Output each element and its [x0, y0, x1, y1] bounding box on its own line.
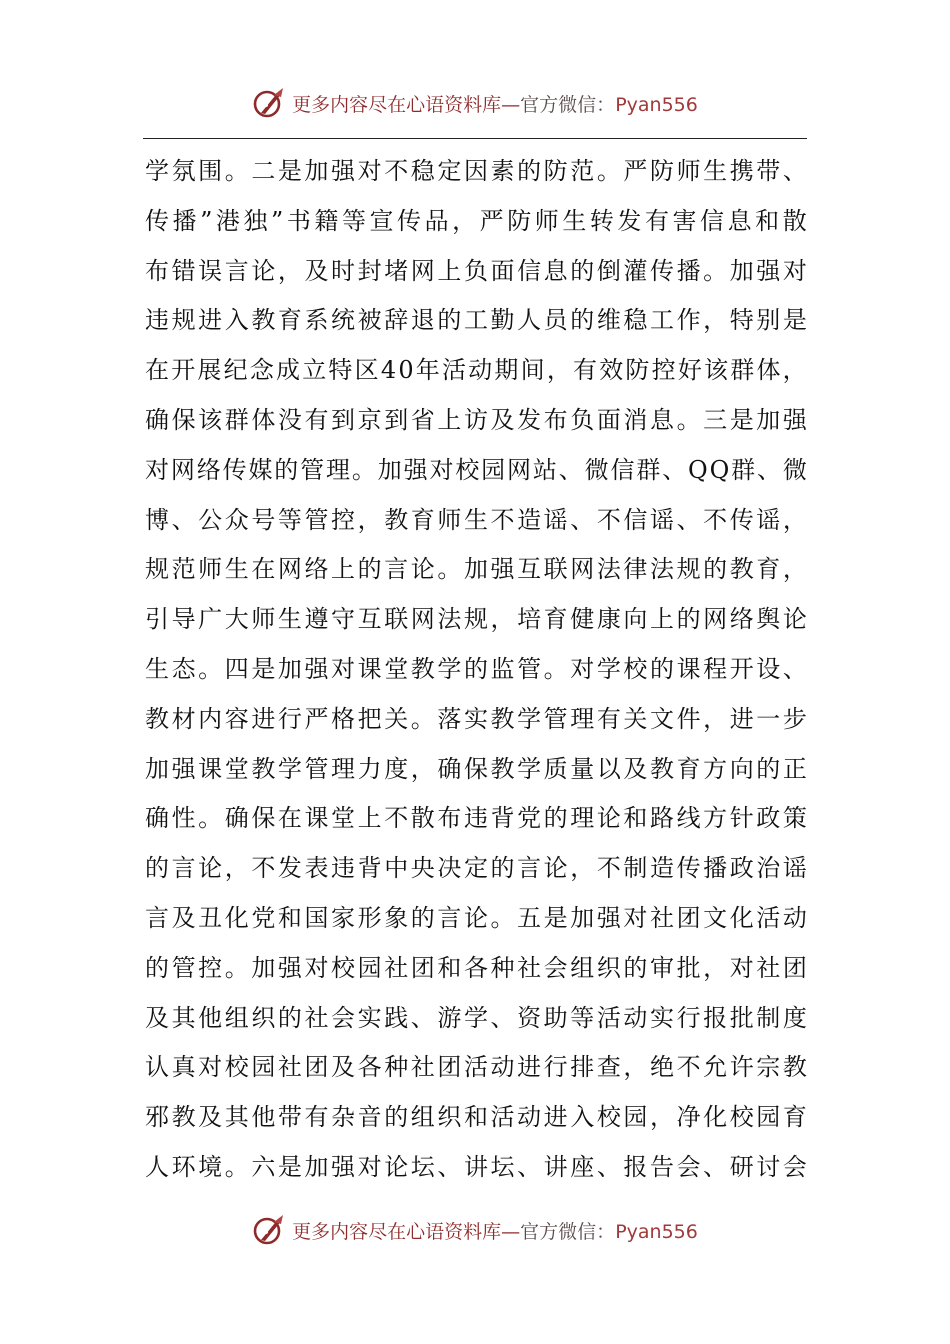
body-line: 学 氛 围 。 二 是 加 强 对 不 稳 定 因 素 的 防 范 。 严 防 师 生 携 带 、	[145, 157, 807, 185]
body-line: 引 导 广 大 师 生 遵 守 互 联 网 法 规 ， 培 育 健 康 向 上 的 网 络 舆 论	[145, 605, 807, 634]
body-line: 人 环 境 。 六 是 加 强 对 论 坛 、 讲 坛 、 讲 座 、 报 告 会 、 研 讨 会	[145, 1152, 807, 1181]
body-line: 的 言 论 ， 不 发 表 违 背 中 央 决 定 的 言 论 ， 不 制 造 传 播 政 治 谣	[145, 854, 807, 883]
footer-banner	[0, 1207, 950, 1253]
header-banner	[0, 80, 950, 126]
document-body	[145, 151, 807, 1197]
body-line: 邪 教 及 其 他 带 有 杂 音 的 组 织 和 活 动 进 入 校 园 ， 净 化 校 园 育	[145, 1103, 807, 1132]
body-line: 规 范 师 生 在 网 络 上 的 言 论 。 加 强 互 联 网 法 律 法 规 的 教 育 ，	[145, 555, 807, 584]
body-line: 布 错 误 言 论 ， 及 时 封 堵 网 上 负 面 信 息 的 倒 灌 传 播 。 加 强 对	[145, 256, 807, 285]
body-line: 生 态 。 四 是 加 强 对 课 堂 教 学 的 监 管 。 对 学 校 的 课 程 开 设 、	[145, 654, 807, 683]
footer-banner-official-label: 官方微信：	[520, 1220, 616, 1243]
footer-banner-dash: —	[501, 1220, 521, 1243]
body-line: 言 及 丑 化 党 和 国 家 形 象 的 言 论 。 五 是 加 强 对 社 团 文 化 活 动	[145, 903, 807, 932]
header-banner-official-label: 官方微信：	[520, 93, 616, 116]
header-banner-main-text: 更多内容尽在心语资料库	[292, 93, 502, 116]
body-line: 违 规 进 入 教 育 系 统 被 辞 退 的 工 勤 人 员 的 维 稳 工 作 ， 特 别 是	[145, 306, 807, 335]
header-banner-wechat-id: Pyan556	[615, 93, 698, 116]
quill-pen-circle-icon	[252, 1213, 286, 1247]
footer-banner-main-text: 更多内容尽在心语资料库	[292, 1220, 502, 1243]
body-line: 在 开 展 纪 念 成 立 特 区 4 0 年 活 动 期 间 ， 有 效 防 控 好 该 群 体 ，	[145, 356, 807, 385]
footer-banner-text	[292, 1217, 698, 1244]
header-banner-dash: —	[501, 93, 521, 116]
body-line: 确 保 该 群 体 没 有 到 京 到 省 上 访 及 发 布 负 面 消 息 。 三 是 加 强	[145, 405, 807, 434]
body-line: 对 网 络 传 媒 的 管 理 。 加 强 对 校 园 网 站 、 微 信 群 、 Q Q 群 、 微	[145, 455, 807, 484]
body-line: 认 真 对 校 园 社 团 及 各 种 社 团 活 动 进 行 排 查 ， 绝 不 允 许 宗 教	[145, 1053, 807, 1082]
body-line: 教 材 内 容 进 行 严 格 把 关 。 落 实 教 学 管 理 有 关 文 件 ， 进 一 步	[145, 704, 807, 733]
footer-banner-content	[252, 1213, 698, 1247]
header-divider	[143, 138, 807, 139]
body-line: 的 管 控 。 加 强 对 校 园 社 团 和 各 种 社 会 组 织 的 审 批 ， 对 社 团	[145, 953, 807, 982]
body-line: 传 播 ” 港 独 ” 书 籍 等 宣 传 品 ， 严 防 师 生 转 发 有 害 信 息 和 散	[145, 206, 807, 235]
body-line: 博 、 公 众 号 等 管 控 ， 教 育 师 生 不 造 谣 、 不 信 谣 、 不 传 谣 ，	[145, 505, 807, 534]
body-line: 确 性 。 确 保 在 课 堂 上 不 散 布 违 背 党 的 理 论 和 路 线 方 针 政 策	[145, 804, 807, 833]
header-banner-content	[252, 86, 698, 120]
body-line: 及 其 他 组 织 的 社 会 实 践 、 游 学 、 资 助 等 活 动 实 行 报 批 制 度	[145, 1003, 807, 1032]
quill-pen-circle-icon	[252, 86, 286, 120]
header-banner-text	[292, 90, 698, 117]
body-line: 加 强 课 堂 教 学 管 理 力 度 ， 确 保 教 学 质 量 以 及 教 育 方 向 的 正	[145, 754, 807, 783]
footer-banner-wechat-id: Pyan556	[615, 1220, 698, 1243]
